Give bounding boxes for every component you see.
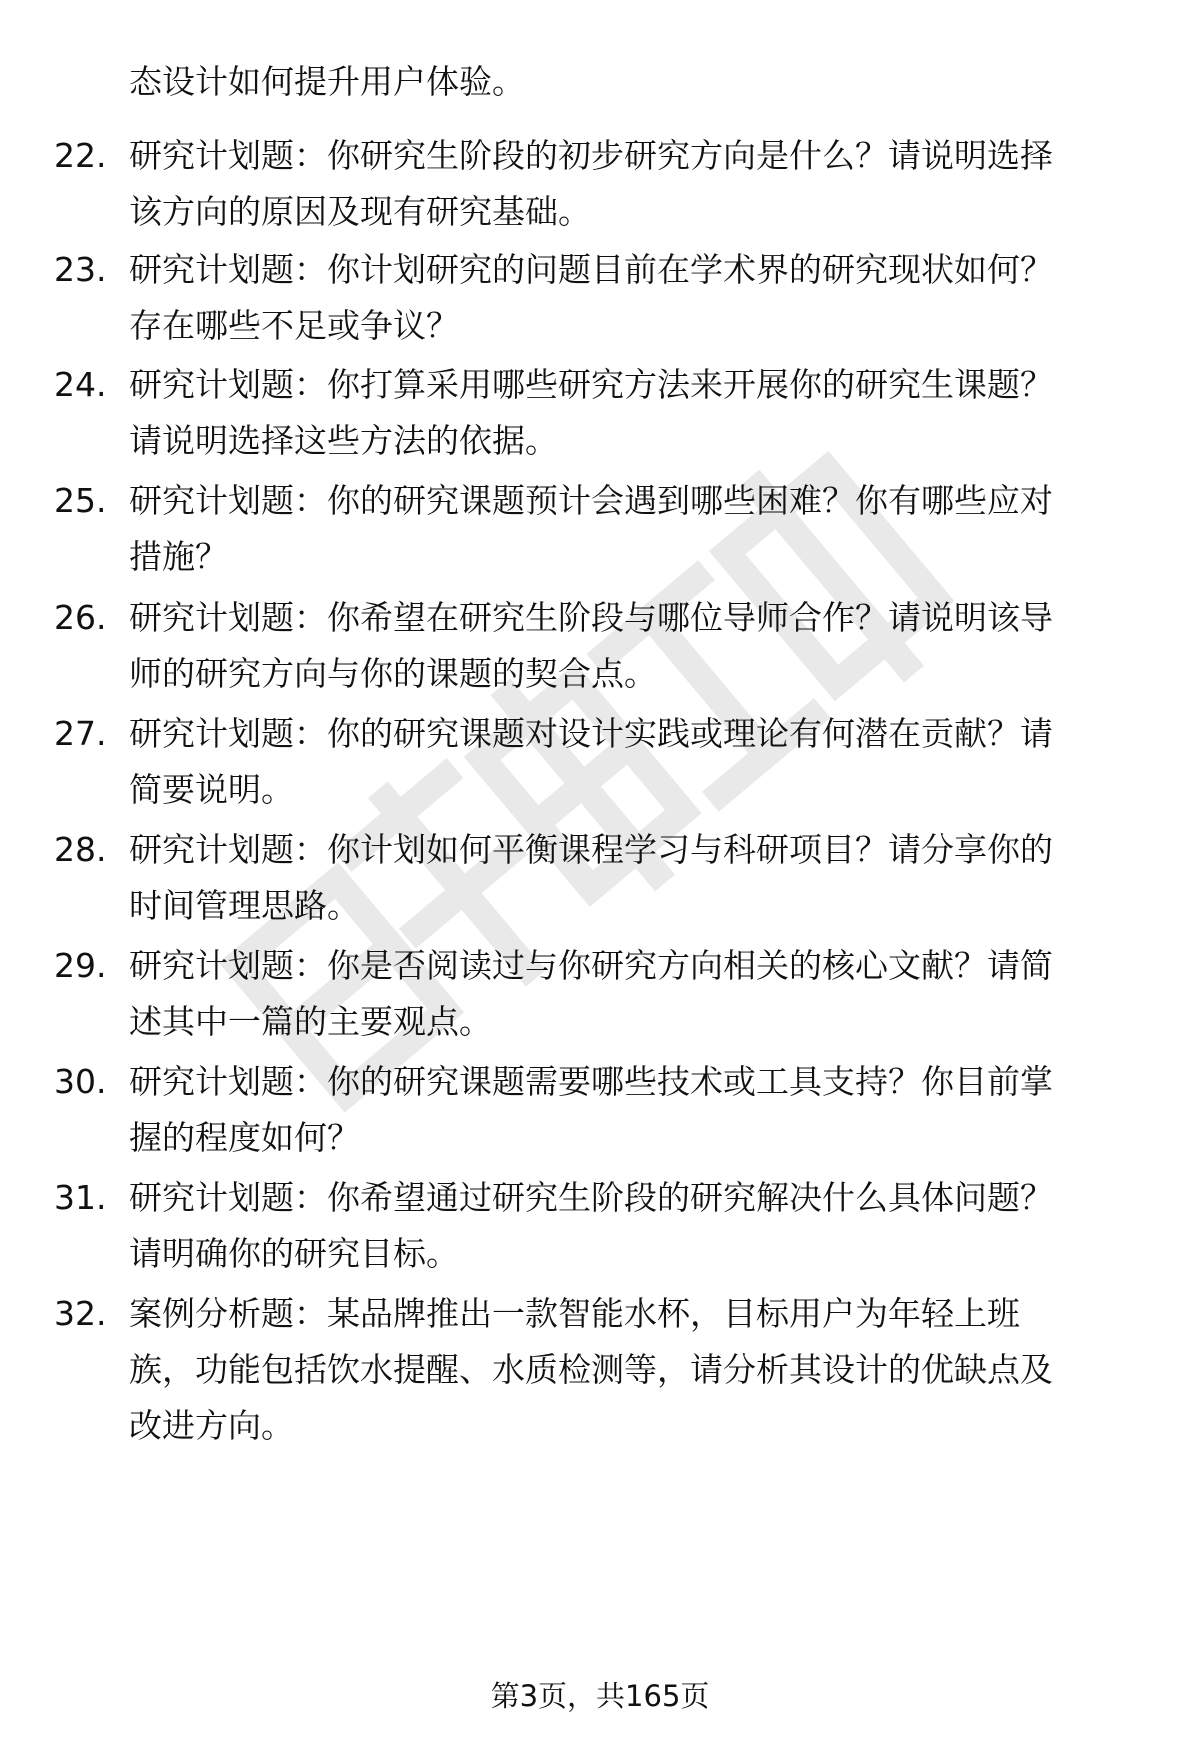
question-number: 23. <box>54 250 107 289</box>
question-number: 25. <box>54 481 107 520</box>
question-text-line: 简要说明。 <box>129 770 294 809</box>
question-text-line: 师的研究方向与你的课题的契合点。 <box>129 654 657 693</box>
question-text-line: 族，功能包括饮水提醒、水质检测等，请分析其设计的优缺点及 <box>129 1350 1053 1389</box>
question-number: 26. <box>54 598 107 637</box>
question-number: 29. <box>54 946 107 985</box>
question-text-line: 措施？ <box>129 537 228 576</box>
question-text-line: 研究计划题：你计划如何平衡课程学习与科研项目？请分享你的 <box>129 830 1053 869</box>
question-number: 30. <box>54 1062 107 1101</box>
question-number: 28. <box>54 830 107 869</box>
question-text-line: 述其中一篇的主要观点。 <box>129 1002 492 1041</box>
question-text-line: 研究计划题：你希望通过研究生阶段的研究解决什么具体问题？ <box>129 1178 1053 1217</box>
question-text-line: 请明确你的研究目标。 <box>129 1234 459 1273</box>
question-number: 31. <box>54 1178 107 1217</box>
question-text-line: 研究计划题：你的研究课题对设计实践或理论有何潜在贡献？请 <box>129 714 1053 753</box>
question-text-line: 请说明选择这些方法的依据。 <box>129 421 558 460</box>
question-text-line: 研究计划题：你是否阅读过与你研究方向相关的核心文献？请简 <box>129 946 1053 985</box>
page-footer: 第3页，共165页 <box>490 1679 710 1713</box>
question-number: 24. <box>54 365 107 404</box>
question-number: 27. <box>54 714 107 753</box>
question-text-line: 研究计划题：你计划研究的问题目前在学术界的研究现状如何？ <box>129 250 1053 289</box>
question-text-line: 时间管理思路。 <box>129 886 360 925</box>
question-text-line: 研究计划题：你的研究课题预计会遇到哪些困难？你有哪些应对 <box>129 481 1053 520</box>
question-text-line: 存在哪些不足或争议？ <box>129 306 459 345</box>
question-number: 22. <box>54 136 107 175</box>
question-text-line: 该方向的原因及现有研究基础。 <box>129 192 591 231</box>
question-text-line: 研究计划题：你希望在研究生阶段与哪位导师合作？请说明该导 <box>129 598 1053 637</box>
question-text-line: 研究计划题：你打算采用哪些研究方法来开展你的研究生课题？ <box>129 365 1053 404</box>
question-text-line: 握的程度如何？ <box>129 1118 360 1157</box>
question-text-line: 案例分析题：某品牌推出一款智能水杯，目标用户为年轻上班 <box>129 1294 1020 1333</box>
question-text-line: 研究计划题：你研究生阶段的初步研究方向是什么？请说明选择 <box>129 136 1053 175</box>
question-number: 32. <box>54 1294 107 1333</box>
question-21-continuation: 态设计如何提升用户体验。 <box>129 62 525 101</box>
question-text-line: 研究计划题：你的研究课题需要哪些技术或工具支持？你目前掌 <box>129 1062 1053 1101</box>
question-text-line: 改进方向。 <box>129 1406 294 1445</box>
